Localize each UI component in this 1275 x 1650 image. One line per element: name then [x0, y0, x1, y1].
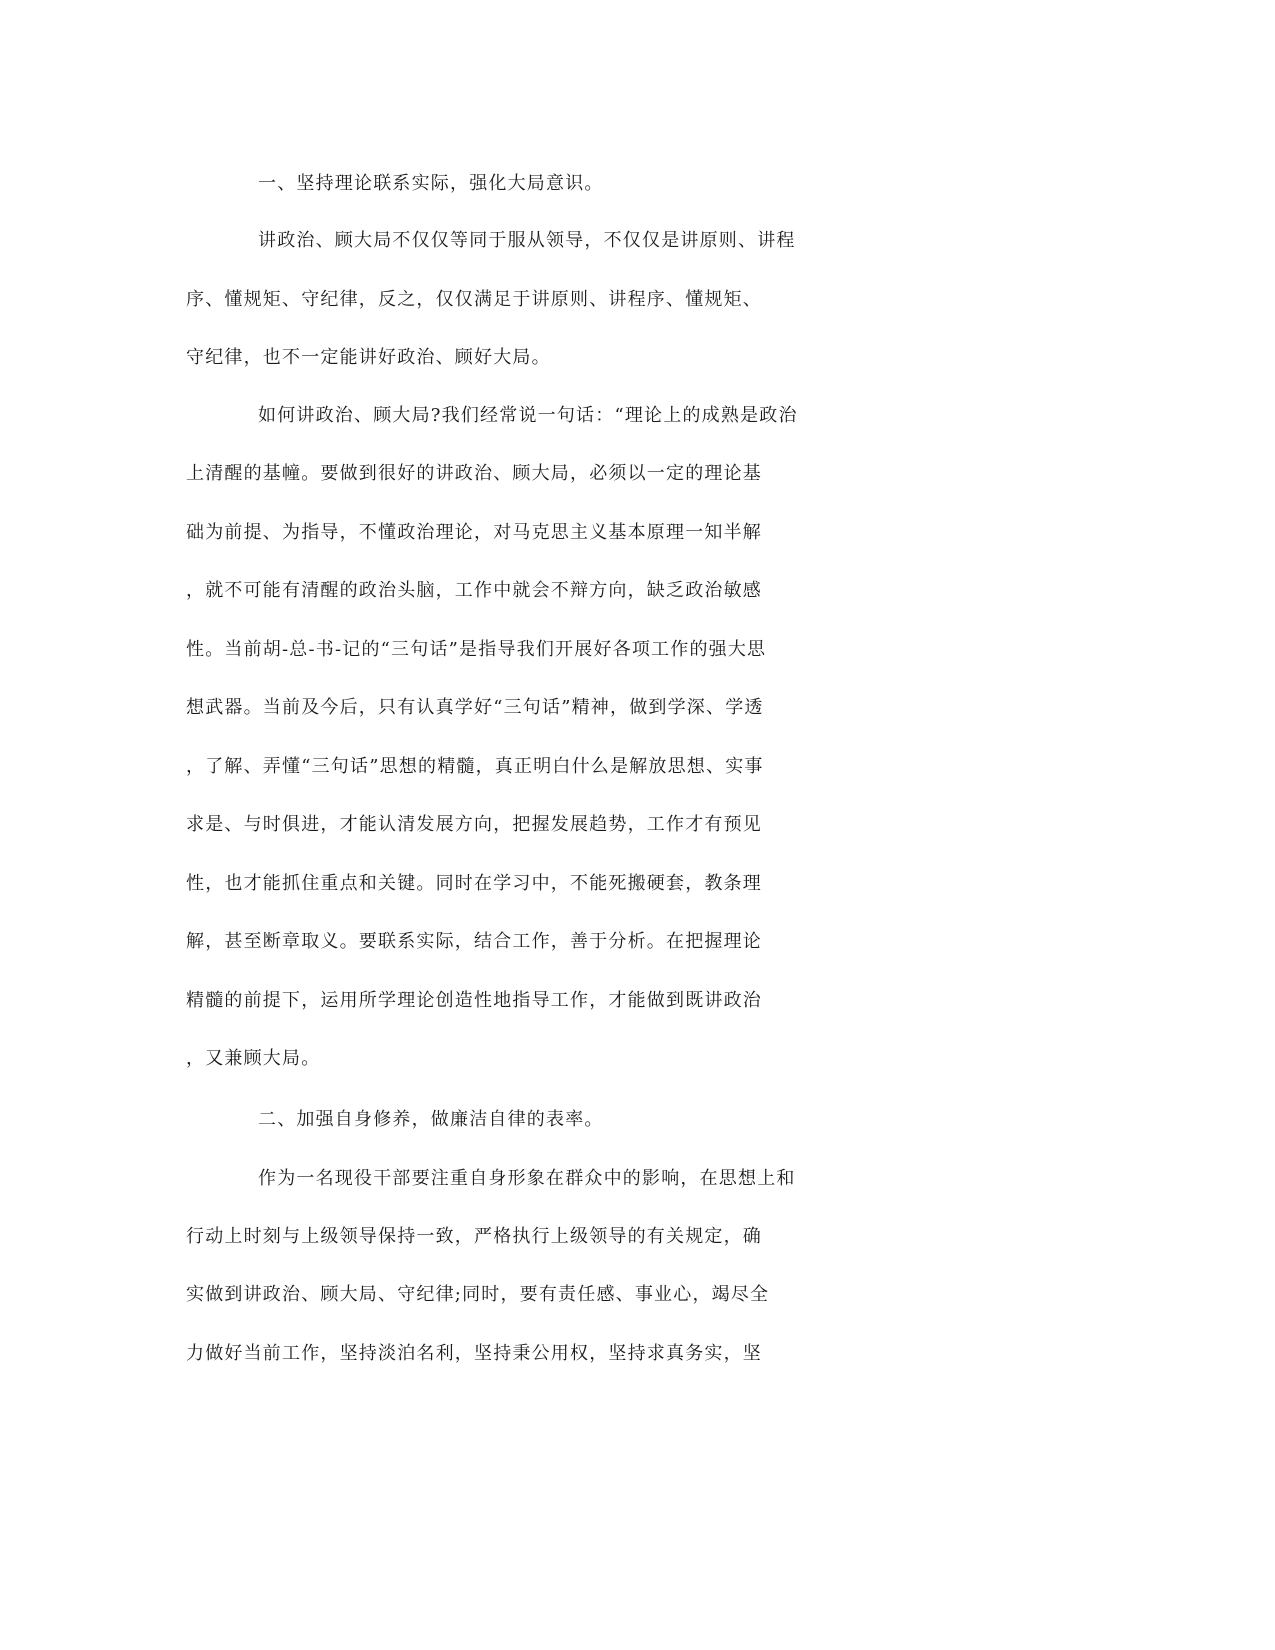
paragraph-2-line-7: ，了解、弄懂“三句话”思想的精髓，真正明白什么是解放思想、实事: [186, 756, 764, 777]
paragraph-2-line-4: ，就不可能有清醒的政治头脑，工作中就会不辩方向，缺乏政治敏感: [186, 580, 762, 601]
section-heading-1: 一、坚持理论联系实际，强化大局意识。: [258, 173, 604, 194]
paragraph-2-line-1: 如何讲政治、顾大局?我们经常说一句话：“理论上的成熟是政治: [258, 405, 798, 426]
paragraph-3-line-4: 力做好当前工作，坚持淡泊名利，坚持秉公用权，坚持求真务实，坚: [186, 1343, 762, 1364]
paragraph-2-line-8: 求是、与时俱进，才能认清发展方向，把握发展趋势，工作才有预见: [186, 814, 762, 835]
paragraph-2-line-11: 精髓的前提下，运用所学理论创造性地指导工作，才能做到既讲政治: [186, 990, 762, 1011]
paragraph-1-line-1: 讲政治、顾大局不仅仅等同于服从领导，不仅仅是讲原则、讲程: [258, 230, 796, 251]
section-heading-2: 二、加强自身修养，做廉洁自律的表率。: [258, 1109, 604, 1130]
paragraph-1-line-3: 守纪律，也不一定能讲好政治、顾好大局。: [186, 347, 551, 368]
paragraph-1-line-2: 序、懂规矩、守纪律，反之，仅仅满足于讲原则、讲程序、懂规矩、: [186, 289, 762, 310]
paragraph-2-line-5: 性。当前胡-总-书-记的“三句话”是指导我们开展好各项工作的强大思: [186, 639, 767, 660]
paragraph-3-line-2: 行动上时刻与上级领导保持一致，严格执行上级领导的有关规定，确: [186, 1226, 762, 1247]
paragraph-2-line-10: 解，甚至断章取义。要联系实际，结合工作，善于分析。在把握理论: [186, 931, 762, 952]
paragraph-2-line-2: 上清醒的基幢。要做到很好的讲政治、顾大局，必须以一定的理论基: [186, 463, 762, 484]
paragraph-2-line-3: 础为前提、为指导，不懂政治理论，对马克思主义基本原理一知半解: [186, 522, 762, 543]
paragraph-2-line-9: 性，也才能抓住重点和关键。同时在学习中，不能死搬硬套，教条理: [186, 873, 762, 894]
paragraph-3-line-3: 实做到讲政治、顾大局、守纪律;同时，要有责任感、事业心，竭尽全: [186, 1284, 770, 1305]
paragraph-3-line-1: 作为一名现役干部要注重自身形象在群众中的影响，在思想上和: [258, 1168, 796, 1189]
paragraph-2-line-6: 想武器。当前及今后，只有认真学好“三句话”精神，做到学深、学透: [186, 697, 764, 718]
paragraph-2-line-12: ，又兼顾大局。: [186, 1048, 321, 1069]
